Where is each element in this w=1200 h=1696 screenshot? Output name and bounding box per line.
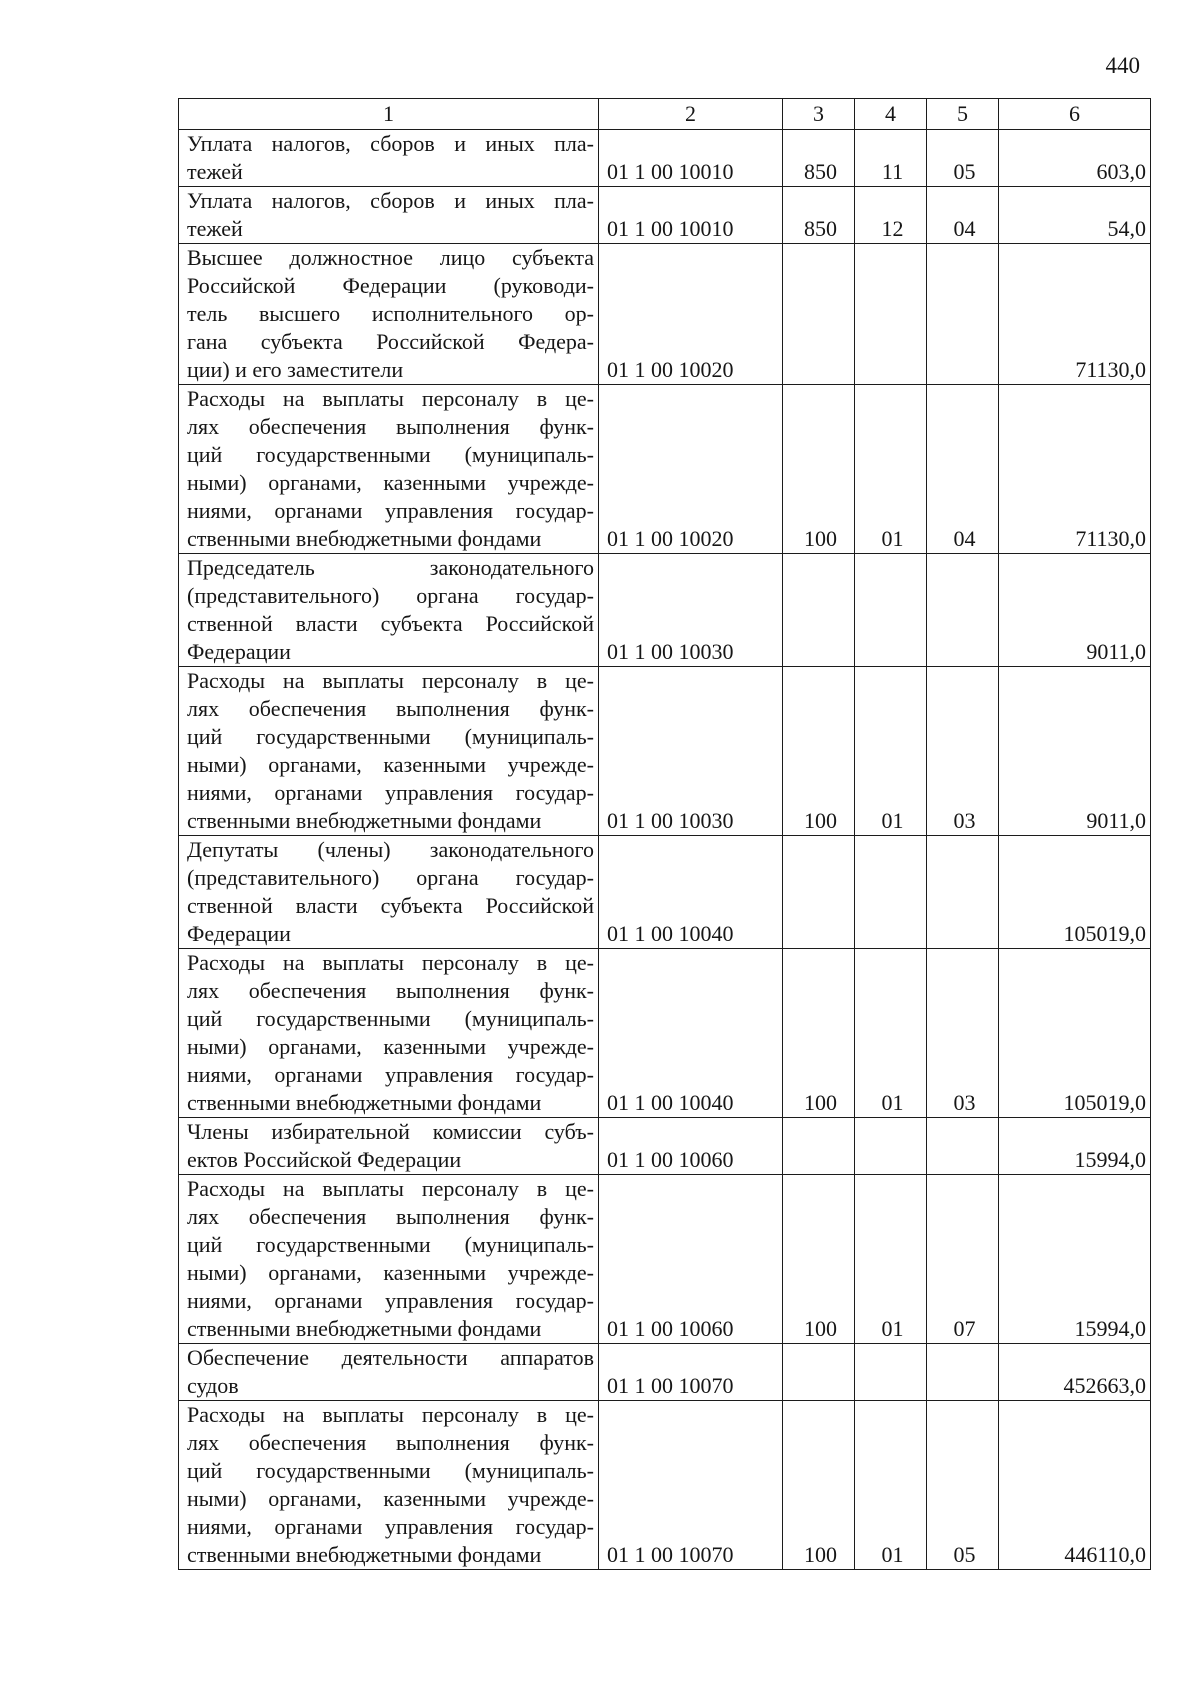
expense-name-line: ций государственными (муниципаль-	[187, 1458, 594, 1483]
subsection-code	[927, 554, 999, 667]
amount-value: 71130,0	[999, 244, 1151, 385]
subsection-code	[927, 244, 999, 385]
expense-name-line: ственными внебюджетными фондами	[187, 1316, 542, 1341]
target-article-code: 01 1 00 10060	[599, 1175, 783, 1344]
expense-name-line: ными) органами, казенными учрежде-	[187, 1034, 594, 1059]
expense-name	[179, 1175, 599, 1344]
header-col-3: 3	[783, 99, 855, 130]
target-article-code: 01 1 00 10010	[599, 130, 783, 187]
amount-value: 71130,0	[999, 385, 1151, 554]
section-code	[855, 1344, 927, 1401]
section-code	[855, 554, 927, 667]
section-code: 01	[855, 385, 927, 554]
table-row	[179, 836, 1151, 949]
expense-name-line: ций государственными (муниципаль-	[187, 1006, 594, 1031]
amount-value: 603,0	[999, 130, 1151, 187]
table-row	[179, 554, 1151, 667]
amount-value: 15994,0	[999, 1175, 1151, 1344]
table-row	[179, 667, 1151, 836]
section-code: 11	[855, 130, 927, 187]
page-number: 440	[1105, 53, 1140, 78]
expense-name-line: ными) органами, казенными учрежде-	[187, 1260, 594, 1285]
target-article-code: 01 1 00 10030	[599, 554, 783, 667]
expense-name-line: Высшее должностное лицо субъекта	[187, 245, 594, 270]
amount-value: 54,0	[999, 187, 1151, 244]
expense-name-line: Расходы на выплаты персоналу в це-	[187, 950, 594, 975]
section-code	[855, 244, 927, 385]
subsection-code: 07	[927, 1175, 999, 1344]
expense-name-line: ций государственными (муниципаль-	[187, 442, 594, 467]
expense-name-line: ции) и его заместители	[187, 357, 404, 382]
header-col-1: 1	[179, 99, 599, 130]
amount-value: 105019,0	[999, 949, 1151, 1118]
expense-name-line: Российской Федерации (руководи-	[187, 273, 594, 298]
subsection-code: 05	[927, 1401, 999, 1570]
target-article-code: 01 1 00 10020	[599, 385, 783, 554]
expense-name	[179, 244, 599, 385]
expense-name-line: ственной власти субъекта Российской	[187, 893, 594, 918]
expense-name-line: ными) органами, казенными учрежде-	[187, 470, 594, 495]
expense-name-line: ными) органами, казенными учрежде-	[187, 752, 594, 777]
expense-name-line: лях обеспечения выполнения функ-	[187, 978, 594, 1003]
table-row	[179, 130, 1151, 187]
expense-name-line: лях обеспечения выполнения функ-	[187, 1430, 594, 1455]
table-row	[179, 244, 1151, 385]
expense-name-line: лях обеспечения выполнения функ-	[187, 696, 594, 721]
expense-name-line: ными) органами, казенными учрежде-	[187, 1486, 594, 1511]
expense-name	[179, 836, 599, 949]
header-col-5: 5	[927, 99, 999, 130]
expense-name-line: тежей	[187, 216, 243, 241]
table-body	[179, 130, 1151, 1570]
expense-name-line: гана субъекта Российской Федера-	[187, 329, 594, 354]
target-article-code: 01 1 00 10070	[599, 1344, 783, 1401]
expense-type-code: 850	[783, 130, 855, 187]
expense-name-line: ниями, органами управления государ-	[187, 1062, 594, 1087]
target-article-code: 01 1 00 10070	[599, 1401, 783, 1570]
header-row	[179, 99, 1151, 130]
expense-name-line: лях обеспечения выполнения функ-	[187, 414, 594, 439]
table-row	[179, 1344, 1151, 1401]
expense-name-line: ций государственными (муниципаль-	[187, 724, 594, 749]
expense-type-code	[783, 554, 855, 667]
section-code	[855, 1118, 927, 1175]
target-article-code: 01 1 00 10020	[599, 244, 783, 385]
target-article-code: 01 1 00 10040	[599, 949, 783, 1118]
subsection-code: 03	[927, 949, 999, 1118]
subsection-code	[927, 1118, 999, 1175]
expense-name	[179, 187, 599, 244]
subsection-code: 05	[927, 130, 999, 187]
expense-name-line: ниями, органами управления государ-	[187, 498, 594, 523]
expense-name-line: ственными внебюджетными фондами	[187, 526, 542, 551]
header-col-4: 4	[855, 99, 927, 130]
amount-value: 105019,0	[999, 836, 1151, 949]
expense-name-line: лях обеспечения выполнения функ-	[187, 1204, 594, 1229]
expense-type-code	[783, 1118, 855, 1175]
expense-name-line: судов	[187, 1373, 239, 1398]
amount-value: 9011,0	[999, 667, 1151, 836]
header-col-6: 6	[999, 99, 1151, 130]
subsection-code: 04	[927, 187, 999, 244]
expense-type-code: 100	[783, 667, 855, 836]
expense-name	[179, 385, 599, 554]
expense-name	[179, 949, 599, 1118]
expense-type-code: 100	[783, 385, 855, 554]
expense-name	[179, 1118, 599, 1175]
amount-value: 15994,0	[999, 1118, 1151, 1175]
table-row	[179, 1118, 1151, 1175]
subsection-code: 03	[927, 667, 999, 836]
target-article-code: 01 1 00 10060	[599, 1118, 783, 1175]
header-col-2: 2	[599, 99, 783, 130]
subsection-code	[927, 836, 999, 949]
expense-name-line: (представительного) органа государ-	[187, 583, 594, 608]
expense-name-line: Уплата налогов, сборов и иных пла-	[187, 188, 594, 213]
budget-table	[178, 98, 1151, 1570]
target-article-code: 01 1 00 10040	[599, 836, 783, 949]
table-header	[179, 99, 1151, 130]
expense-type-code: 850	[783, 187, 855, 244]
expense-name-line: ственными внебюджетными фондами	[187, 808, 542, 833]
amount-value: 446110,0	[999, 1401, 1151, 1570]
amount-value: 452663,0	[999, 1344, 1151, 1401]
table-row	[179, 385, 1151, 554]
target-article-code: 01 1 00 10030	[599, 667, 783, 836]
subsection-code	[927, 1344, 999, 1401]
expense-name-line: Председатель законодательного	[187, 555, 594, 580]
expense-name	[179, 1344, 599, 1401]
expense-name-line: Члены избирательной комиссии субъ-	[187, 1119, 594, 1144]
expense-name-line: Федерации	[187, 921, 291, 946]
expense-name-line: Федерации	[187, 639, 291, 664]
expense-name-line: Расходы на выплаты персоналу в це-	[187, 1402, 594, 1427]
expense-name-line: тель высшего исполнительного ор-	[187, 301, 594, 326]
expense-name	[179, 554, 599, 667]
expense-name	[179, 667, 599, 836]
expense-type-code: 100	[783, 1401, 855, 1570]
expense-name-line: ниями, органами управления государ-	[187, 780, 594, 805]
expense-name-line: Расходы на выплаты персоналу в це-	[187, 386, 594, 411]
expense-name-line: Расходы на выплаты персоналу в це-	[187, 668, 594, 693]
expense-name	[179, 1401, 599, 1570]
expense-name	[179, 130, 599, 187]
expense-name-line: (представительного) органа государ-	[187, 865, 594, 890]
section-code: 01	[855, 1401, 927, 1570]
section-code: 01	[855, 667, 927, 836]
expense-type-code: 100	[783, 949, 855, 1118]
section-code: 01	[855, 949, 927, 1118]
expense-name-line: Расходы на выплаты персоналу в це-	[187, 1176, 594, 1201]
expense-name-line: Обеспечение деятельности аппаратов	[187, 1345, 594, 1370]
expense-name-line: ектов Российской Федерации	[187, 1147, 462, 1172]
section-code	[855, 836, 927, 949]
expense-name-line: тежей	[187, 159, 243, 184]
expense-name-line: ниями, органами управления государ-	[187, 1514, 594, 1539]
table-row	[179, 1175, 1151, 1344]
amount-value: 9011,0	[999, 554, 1151, 667]
table-row	[179, 1401, 1151, 1570]
expense-type-code	[783, 836, 855, 949]
expense-type-code	[783, 244, 855, 385]
expense-name-line: ниями, органами управления государ-	[187, 1288, 594, 1313]
table-row	[179, 949, 1151, 1118]
target-article-code: 01 1 00 10010	[599, 187, 783, 244]
expense-name-line: ственными внебюджетными фондами	[187, 1090, 542, 1115]
expense-name-line: Депутаты (члены) законодательного	[187, 837, 594, 862]
table-row	[179, 187, 1151, 244]
expense-name-line: Уплата налогов, сборов и иных пла-	[187, 131, 594, 156]
section-code: 12	[855, 187, 927, 244]
section-code: 01	[855, 1175, 927, 1344]
expense-name-line: ственными внебюджетными фондами	[187, 1542, 542, 1567]
subsection-code: 04	[927, 385, 999, 554]
expense-type-code: 100	[783, 1175, 855, 1344]
expense-name-line: ственной власти субъекта Российской	[187, 611, 594, 636]
expense-name-line: ций государственными (муниципаль-	[187, 1232, 594, 1257]
expense-type-code	[783, 1344, 855, 1401]
